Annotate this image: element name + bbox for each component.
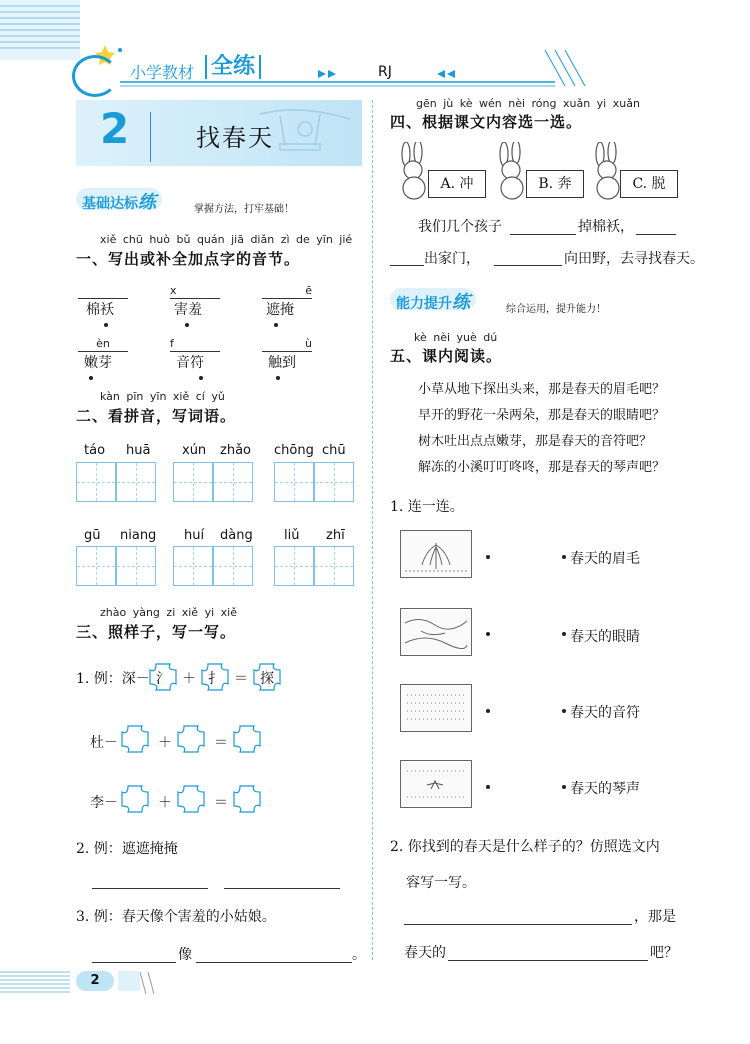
q2-write-box[interactable] (116, 462, 156, 502)
lesson-title: 找春天 (196, 124, 274, 152)
match-dot-left[interactable] (486, 709, 490, 713)
q3-equals: ＝ (214, 795, 228, 811)
q3-equals: ＝ (214, 735, 228, 751)
q2-write-box[interactable] (213, 462, 253, 502)
match-dot-right[interactable] (562, 785, 566, 789)
book-brand: 全练 (205, 55, 261, 79)
q1-item-1 (78, 284, 128, 319)
q4-option-c[interactable]: C. 脱 (620, 170, 678, 198)
q3-ex1-part-3: 扌 (208, 671, 222, 687)
q3-plus: ＋ (158, 735, 172, 751)
match-dot-right[interactable] (562, 632, 566, 636)
q1-item-hint: ù (305, 337, 312, 350)
q5-pinyin: kè nèi yuè dú (414, 331, 498, 344)
column-divider (372, 100, 373, 960)
q3-row-li: 李－ (90, 795, 118, 811)
q5-answer-line-2[interactable] (448, 960, 648, 961)
picture-grass (400, 684, 472, 732)
q4-pinyin: gēn jù kè wén nèi róng xuǎn yi xuǎn (416, 97, 640, 110)
q2-write-box[interactable] (76, 462, 116, 502)
q3-ex2-line-2[interactable] (224, 888, 340, 889)
q2-write-box[interactable] (274, 546, 314, 586)
q5-sub1-label: 1. 连一连。 (390, 499, 464, 515)
q3-ex1-label: 1. 例：深－ (76, 671, 150, 687)
q4-sentence-b: 掉棉袄， (578, 219, 634, 235)
q5-passage-line-3: 树木吐出点点嫩芽，那是春天的音符吧？ (418, 434, 653, 449)
q1-item-3 (262, 284, 312, 319)
section-ability-accent: 练 (452, 292, 470, 313)
match-dot-right[interactable] (562, 555, 566, 559)
q2-py-6a: liǔ (284, 528, 300, 543)
section-basic-badge (76, 188, 162, 213)
q1-item-word: 棉袄 (86, 302, 114, 318)
emphasis-dot (274, 323, 278, 327)
q4-sentence-a: 我们几个孩子 (418, 219, 502, 235)
match-label-2: 春天的眼睛 (570, 629, 640, 645)
q3-ex1-part-1: 氵 (156, 671, 170, 687)
q2-write-box[interactable] (173, 546, 213, 586)
q2-py-4a: gū (84, 528, 101, 543)
q3-plus: ＋ (158, 795, 172, 811)
section-ability-slogan: 综合运用，提升能力！ (506, 304, 606, 315)
q2-pinyin: kàn pīn yīn xiě cí yǔ (100, 390, 225, 403)
q2-write-box[interactable] (116, 546, 156, 586)
q2-py-2b: zhǎo (220, 443, 251, 458)
q3-answer-box[interactable] (120, 724, 150, 754)
q4-sentence-d: 向田野，去寻找春天。 (564, 251, 704, 267)
q3-ex3-label: 3. 例：春天像个害羞的小姑娘。 (76, 909, 276, 925)
q3-answer-box[interactable] (176, 784, 206, 814)
q2-py-3a: chōng (274, 443, 314, 458)
edition-label: RJ (378, 64, 392, 80)
q5-title: 五、课内阅读。 (390, 347, 503, 365)
q1-item-hint: ē (305, 284, 312, 297)
q2-py-3b: chū (322, 443, 346, 458)
q2-py-1b: huā (126, 443, 151, 458)
q1-item-word: 音符 (176, 355, 204, 371)
q3-answer-box[interactable] (176, 724, 206, 754)
emphasis-dot (276, 376, 280, 380)
page-number: 2 (76, 971, 114, 991)
q3-ex1-part-2: ＋ (182, 671, 196, 687)
q2-py-1a: táo (84, 443, 106, 458)
q4-blank-2[interactable] (636, 234, 676, 235)
match-dot-left[interactable] (486, 632, 490, 636)
q1-pinyin: xiě chū huò bǔ quán jiā diǎn zì de yīn jié (100, 233, 353, 246)
q2-write-box[interactable] (274, 462, 314, 502)
q5-sub2-line-1: 2. 你找到的春天是什么样子的？仿照选文内 (390, 839, 660, 855)
q2-title: 二、看拼音，写词语。 (76, 407, 237, 425)
q3-ex1-part-4: ＝ (234, 671, 248, 687)
match-label-4: 春天的琴声 (570, 781, 640, 797)
q3-pinyin: zhào yàng zi xiě yi xiě (100, 606, 237, 619)
q2-py-2a: xún (182, 443, 207, 458)
section-ability-badge (390, 288, 476, 313)
lesson-number-underline (150, 112, 151, 162)
q2-write-box[interactable] (314, 546, 354, 586)
q2-write-box[interactable] (173, 462, 213, 502)
q2-py-5a: huí (184, 528, 205, 543)
footer-block (118, 971, 140, 991)
q1-item-word: 遮掩 (266, 302, 294, 318)
q3-ex1-part-5: 探 (260, 671, 274, 687)
q5-passage-line-4: 解冻的小溪叮叮咚咚，那是春天的琴声吧？ (418, 460, 666, 475)
q4-sentence-c: 出家门， (424, 251, 480, 267)
q3-row-du: 杜－ (90, 735, 118, 751)
q2-write-box[interactable] (213, 546, 253, 586)
q2-write-box[interactable] (314, 462, 354, 502)
q4-blank-1[interactable] (510, 234, 576, 235)
q3-ex2-label: 2. 例：遮遮掩掩 (76, 841, 178, 857)
q3-ex2-line-1[interactable] (92, 888, 208, 889)
q3-ex3-end: 。 (352, 947, 366, 963)
q2-py-4b: niang (120, 528, 157, 543)
q4-option-b[interactable]: B. 奔 (526, 170, 584, 198)
q1-item-2 (170, 284, 220, 319)
q1-title: 一、写出或补全加点字的音节。 (76, 250, 301, 268)
q4-option-a[interactable]: A. 冲 (428, 170, 486, 198)
q5-sub2-line-2: 容写一写。 (406, 875, 476, 891)
q3-title: 三、照样子，写一写。 (76, 623, 237, 641)
q3-ex3-line-1[interactable] (92, 962, 176, 963)
q4-blank-4[interactable] (494, 265, 562, 266)
q2-write-box[interactable] (76, 546, 116, 586)
q5-fill-c: 吧？ (650, 945, 678, 961)
q5-fill-b: 春天的 (404, 945, 446, 961)
q1-item-6 (262, 337, 312, 372)
q3-ex3-line-2[interactable] (196, 962, 352, 963)
q1-item-word: 触到 (268, 355, 296, 371)
q1-item-4 (78, 337, 128, 372)
section-basic-accent: 练 (138, 192, 156, 213)
match-label-1: 春天的眉毛 (570, 551, 640, 567)
q2-py-6b: zhī (326, 528, 345, 543)
match-dot-left[interactable] (486, 785, 490, 789)
q5-fill-a: ，那是 (634, 909, 676, 925)
q1-item-hint: f (170, 337, 174, 350)
section-ability-title: 能力提升 (396, 296, 452, 312)
header-bar (0, 0, 750, 100)
q1-item-hint: x (170, 284, 177, 297)
picture-willow (400, 530, 472, 578)
q2-py-5b: dàng (220, 528, 253, 543)
q5-passage-line-1: 小草从地下探出头来，那是春天的眉毛吧？ (418, 382, 666, 397)
section-basic-title: 基础达标 (82, 196, 138, 212)
q3-ex3-mid: 像 (178, 947, 192, 963)
emphasis-dot (89, 376, 93, 380)
q4-title: 四、根据课文内容选一选。 (390, 113, 583, 131)
picture-river (400, 608, 472, 656)
emphasis-dot (185, 323, 189, 327)
q1-item-word: 嫩芽 (84, 355, 112, 371)
q4-blank-3[interactable] (390, 265, 424, 266)
q5-answer-line-1[interactable] (404, 924, 632, 925)
q1-item-5 (170, 337, 220, 372)
match-dot-left[interactable] (486, 555, 490, 559)
q3-answer-box[interactable] (232, 784, 262, 814)
picture-flowers (400, 760, 472, 808)
emphasis-dot (199, 376, 203, 380)
q3-answer-box[interactable] (232, 724, 262, 754)
match-dot-right[interactable] (562, 709, 566, 713)
section-basic-slogan: 掌握方法，打牢基础！ (194, 204, 294, 215)
match-label-3: 春天的音符 (570, 705, 640, 721)
q5-passage-line-2: 早开的野花一朵两朵，那是春天的眼睛吧？ (418, 408, 666, 423)
q1-item-hint (78, 284, 128, 298)
book-label: 小学教材 (130, 63, 195, 82)
q3-answer-box[interactable] (120, 784, 150, 814)
emphasis-dot (104, 323, 108, 327)
q1-item-hint: èn (96, 337, 110, 350)
q1-item-word: 害羞 (174, 302, 202, 318)
lesson-number: 2 (100, 104, 130, 153)
book-logo-icon (72, 55, 118, 97)
